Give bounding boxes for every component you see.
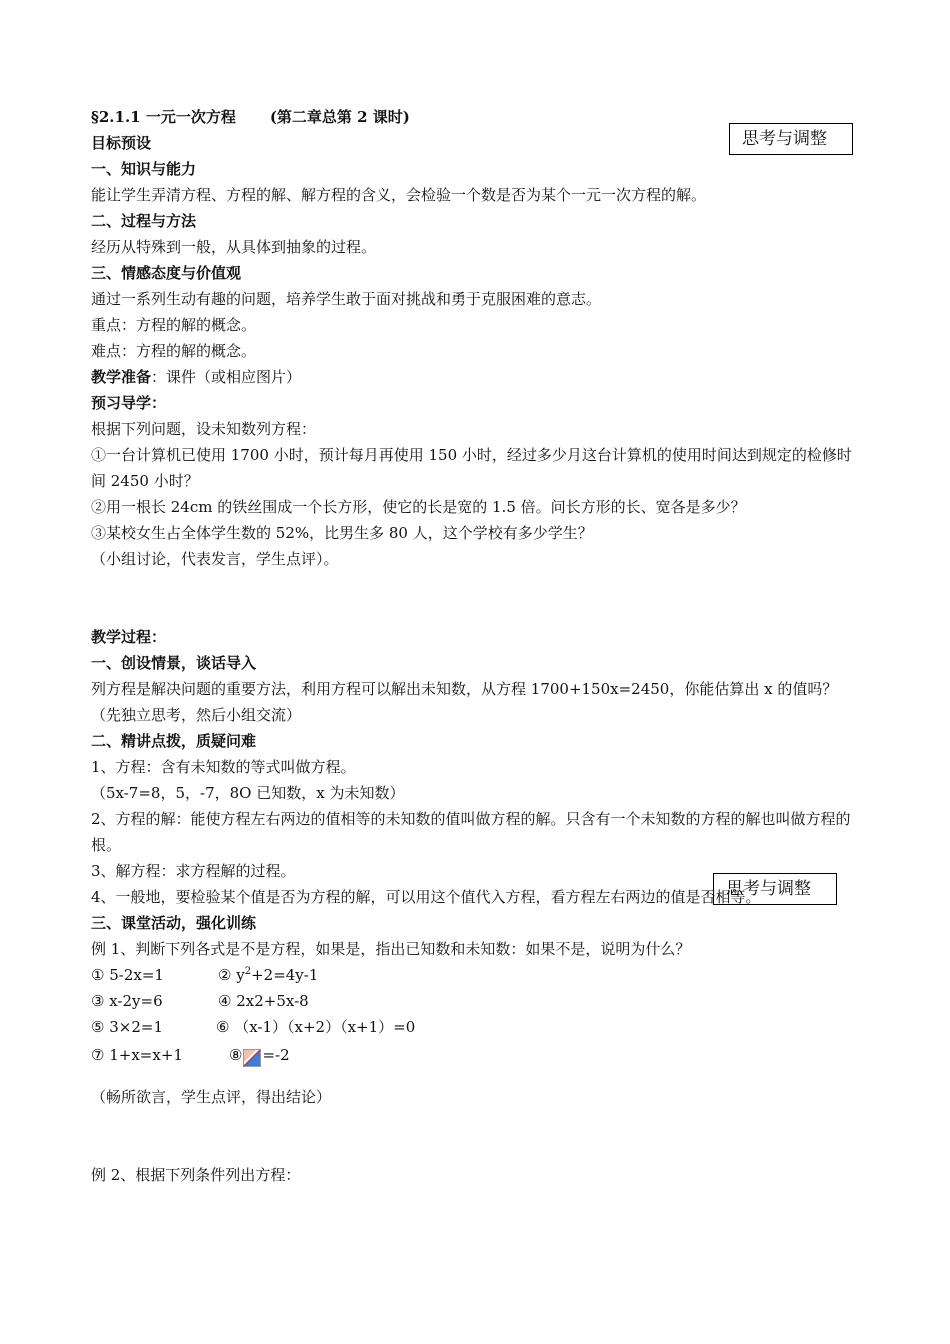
section-title: 二、精讲点拨，质疑问难: [91, 732, 257, 750]
section-title: 二、过程与方法: [91, 212, 197, 230]
definition: 4、一般地，要检验某个值是否为方程的解，可以用这个值代入方程，看方程左右两边的值是否相等。: [91, 888, 761, 906]
preview-heading: 预习导学：: [91, 394, 167, 412]
difficulty: 难点：方程的解的概念。: [91, 342, 257, 360]
paragraph: 经历从特殊到一般，从具体到抽象的过程。: [91, 238, 377, 256]
equation-item: ② $y^2+2=4y-1$: [218, 966, 319, 984]
lesson-title: §2.1.1 一元一次方程: [91, 108, 236, 126]
process-heading: 教学过程：: [91, 628, 167, 646]
section-title: 一、创设情景，谈话导入: [91, 654, 257, 672]
example-1-note: （畅所欲言，学生点评，得出结论）: [91, 1088, 332, 1106]
prep-text: ：课件（或相应图片）: [151, 368, 302, 386]
section-title: 三、课堂活动，强化训练: [91, 914, 257, 932]
paragraph: 列方程是解决问题的重要方法，利用方程可以解出未知数，从方程 1700+150x=2450，你能估算出 x 的值吗？: [91, 680, 838, 698]
paragraph: 通过一系列生动有趣的问题，培养学生敢于面对挑战和勇于克服困难的意志。: [91, 290, 602, 308]
equation-item: ⑥ （x-1）（x+2）（x+1）=0: [216, 1018, 416, 1036]
equation-item: ④ 2x2+5x-8: [218, 992, 309, 1010]
side-note-box: 思考与调整: [729, 123, 853, 155]
equation-row: [91, 962, 866, 988]
prep-line: [91, 364, 866, 390]
document-body: [91, 104, 866, 1188]
equation-item: ⑤ 3×2=1: [91, 1018, 163, 1036]
definition: 2、方程的解：能使方程左右两边的值相等的未知数的值叫做方程的解。只含有一个未知数的方程的解也叫做方程的根。: [91, 810, 851, 854]
question-2: ②用一根长 24cm 的铁丝围成一个长方形，使它的长是宽的 1.5 倍。问长方形的长、宽各是多少？: [91, 498, 746, 516]
paragraph: 能让学生弄清方程、方程的解、解方程的含义，会检验一个数是否为某个一元一次方程的解。: [91, 186, 707, 204]
lesson-title-line: [91, 104, 866, 130]
section-title: 三、情感态度与价值观: [91, 264, 242, 282]
side-note-box: 思考与调整: [713, 873, 837, 905]
paragraph: 根据下列问题，设未知数列方程：: [91, 420, 317, 438]
key-point: 重点：方程的解的概念。: [91, 316, 257, 334]
paragraph: （先独立思考，然后小组交流）: [91, 706, 302, 724]
lesson-subtitle: (第二章总第 2 课时): [269, 108, 410, 126]
equation-item: ③ x-2y=6: [91, 992, 163, 1010]
example-1: 例 1、判断下列各式是不是方程，如果是，指出已知数和未知数：如果不是，说明为什么？: [91, 940, 691, 958]
question-3: ③某校女生占全体学生数的 52%，比男生多 80 人，这个学校有多少学生？: [91, 524, 593, 542]
equation-item: ⑧ =-2: [229, 1040, 290, 1070]
equation-row: [91, 1014, 866, 1040]
equation-item: ① 5-2x=1: [91, 966, 164, 984]
preview-note: （小组讨论，代表发言，学生点评）。: [91, 550, 339, 568]
equation-row: [91, 988, 866, 1014]
equation-row: [91, 1040, 866, 1070]
definition: 1、方程：含有未知数的等式叫做方程。: [91, 758, 356, 776]
definition-note: （5x-7=8，5，-7，8O 已知数，x 为未知数）: [91, 784, 405, 802]
goals-heading: 目标预设: [91, 134, 152, 152]
equation-item: ⑦ 1+x=x+1: [91, 1046, 183, 1064]
example-2: 例 2、根据下列条件列出方程：: [91, 1166, 301, 1184]
question-1: ①一台计算机已使用 1700 小时，预计每月再使用 150 小时，经过多少月这台计算机的使用时间达到规定的检修时间 2450 小时？: [91, 446, 852, 490]
prep-label: 教学准备: [91, 368, 152, 386]
definition: 3、解方程：求方程解的过程。: [91, 862, 296, 880]
broken-image-icon: [243, 1047, 261, 1065]
section-title: 一、知识与能力: [91, 160, 197, 178]
